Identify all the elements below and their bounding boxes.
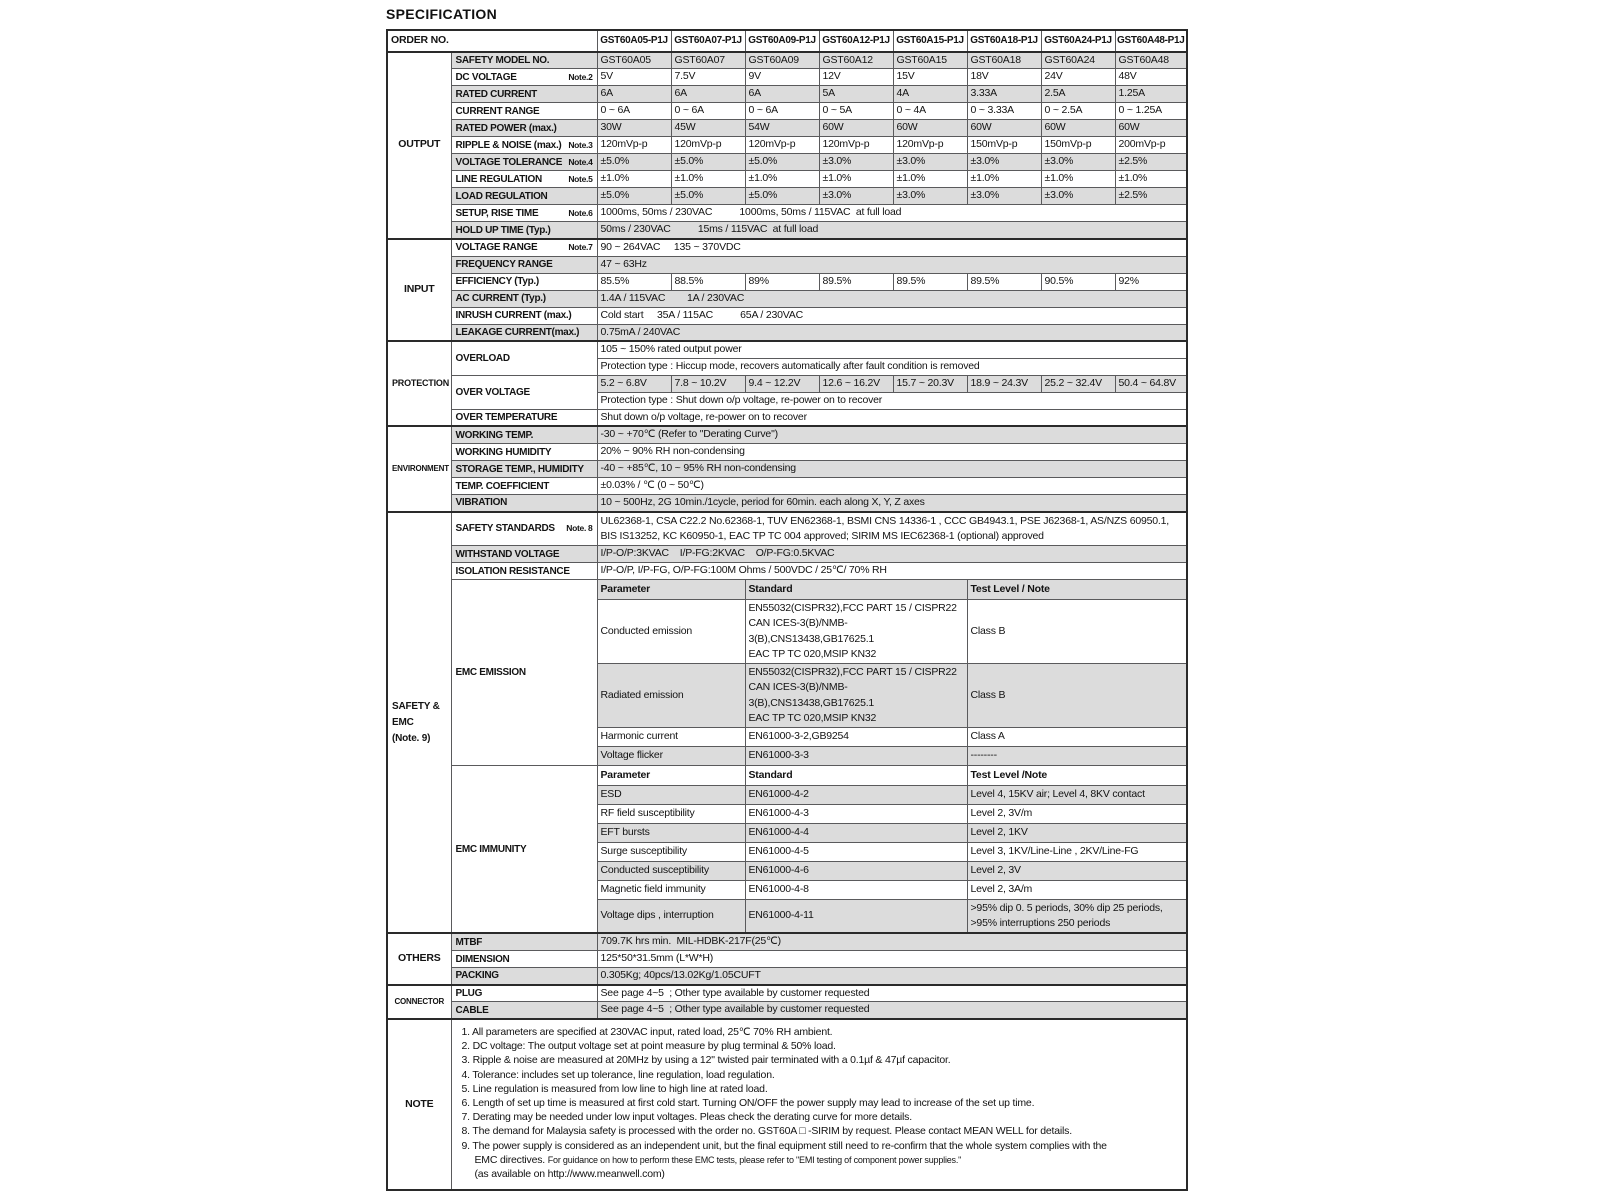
order-no-label: ORDER NO.	[387, 30, 597, 52]
spec-cell: Protection type : Shut down o/p voltage, re-power on to recover	[597, 392, 1187, 409]
spec-cell: EFT bursts	[597, 823, 745, 842]
row-label: WORKING HUMIDITY	[451, 444, 597, 461]
spec-cell: 25.2 ~ 32.4V	[1041, 375, 1115, 392]
model-header: GST60A48-P1J	[1115, 30, 1187, 52]
spec-cell: 18.9 ~ 24.3V	[967, 375, 1041, 392]
spec-cell: Class A	[967, 727, 1187, 746]
spec-cell: ±5.0%	[671, 154, 745, 171]
spec-cell: ESD	[597, 785, 745, 804]
group-connector: CONNECTOR	[387, 985, 451, 1019]
note-ref: Note.2	[568, 71, 593, 82]
row-note	[387, 1019, 1187, 1190]
spec-cell: ±1.0%	[1041, 171, 1115, 188]
spec-cell: Shut down o/p voltage, re-power on to recover	[597, 409, 1187, 426]
spec-cell: EN55032(CISPR32),FCC PART 15 / CISPR22 CAN ICES-3(B)/NMB-3(B),CNS13438,GB17625.1 EAC TP TC 020,MSIP KN32	[745, 600, 967, 664]
spec-cell: ±2.5%	[1115, 188, 1187, 205]
row-label: ISOLATION RESISTANCE	[451, 563, 597, 580]
spec-cell: 85.5%	[597, 273, 671, 290]
spec-cell: GST60A07	[671, 52, 745, 69]
spec-cell: 50ms / 230VAC 15ms / 115VAC at full load	[597, 222, 1187, 239]
row-label	[451, 69, 597, 86]
model-header: GST60A12-P1J	[819, 30, 893, 52]
group-safety-emc-line3: (Note. 9)	[392, 732, 431, 744]
spec-sheet	[386, 6, 1186, 1191]
spec-cell: 48V	[1115, 69, 1187, 86]
group-others: OTHERS	[387, 933, 451, 984]
group-input: INPUT	[387, 239, 451, 341]
spec-cell: 4A	[893, 86, 967, 103]
note-line: 3. Ripple & noise are measured at 20MHz by using a 12" twisted pair terminated with a 0.1µf & 47µf capacitor.	[461, 1054, 951, 1067]
spec-cell: GST60A09	[745, 52, 819, 69]
column-header-parameter: Parameter	[597, 765, 745, 785]
row-withstand-voltage	[387, 546, 1187, 563]
spec-cell: ±3.0%	[1041, 154, 1115, 171]
spec-cell: ±2.5%	[1115, 154, 1187, 171]
spec-cell: 0 ~ 5A	[819, 103, 893, 120]
spec-cell: 60W	[1041, 120, 1115, 137]
column-header-test-level: Test Level /Note	[967, 765, 1187, 785]
spec-cell: 120mVp-p	[671, 137, 745, 154]
row-label: INRUSH CURRENT (max.)	[451, 307, 597, 324]
spec-cell: Protection type : Hiccup mode, recovers automatically after fault condition is removed	[597, 358, 1187, 375]
row-safety-model-no	[387, 52, 1187, 69]
spec-cell: ±5.0%	[597, 154, 671, 171]
spec-cell: 60W	[967, 120, 1041, 137]
row-emission-header	[387, 580, 1187, 600]
spec-cell: 5V	[597, 69, 671, 86]
spec-cell: 9.4 ~ 12.2V	[745, 375, 819, 392]
spec-cell: Surge susceptibility	[597, 842, 745, 861]
note-line: 8. The demand for Malaysia safety is processed with the order no. GST60A □ -SIRIM by request. Please contact MEAN WELL for details.	[461, 1125, 1072, 1138]
note-ref: Note.7	[568, 242, 593, 253]
spec-cell: 200mVp-p	[1115, 137, 1187, 154]
row-frequency-range	[387, 256, 1187, 273]
column-header-standard: Standard	[745, 580, 967, 600]
spec-cell: 7.8 ~ 10.2V	[671, 375, 745, 392]
spec-cell: ±1.0%	[597, 171, 671, 188]
spec-cell: See page 4~5 ; Other type available by customer requested	[597, 1002, 1187, 1019]
note-line-small-text: For guidance on how to perform these EMC tests, please refer to "EMI testing of component power supplies."	[547, 1154, 962, 1165]
row-working-humidity	[387, 444, 1187, 461]
row-label: PLUG	[451, 985, 597, 1002]
model-header: GST60A24-P1J	[1041, 30, 1115, 52]
group-environment: ENVIRONMENT	[387, 426, 451, 511]
row-mtbf	[387, 933, 1187, 950]
row-label: RATED POWER (max.)	[451, 120, 597, 137]
row-label-text: LINE REGULATION	[455, 173, 542, 185]
spec-cell: Level 4, 15KV air; Level 4, 8KV contact	[967, 785, 1187, 804]
spec-cell: ±3.0%	[893, 154, 967, 171]
note-block	[451, 1019, 1187, 1190]
note-line: 1. All parameters are specified at 230VAC input, rated load, 25℃ 70% RH ambient.	[461, 1025, 833, 1038]
spec-cell: 12.6 ~ 16.2V	[819, 375, 893, 392]
spec-cell: 20% ~ 90% RH non-condensing	[597, 444, 1187, 461]
spec-cell: >95% dip 0. 5 periods, 30% dip 25 periods, >95% interruptions 250 periods	[967, 899, 1187, 933]
group-safety-emc	[387, 512, 451, 934]
page-title: SPECIFICATION	[386, 6, 497, 22]
spec-cell: 120mVp-p	[893, 137, 967, 154]
row-label: RATED CURRENT	[451, 86, 597, 103]
row-storage-temp	[387, 461, 1187, 478]
row-label: CURRENT RANGE	[451, 103, 597, 120]
row-label: OVER VOLTAGE	[451, 375, 597, 409]
row-label: LOAD REGULATION	[451, 188, 597, 205]
group-note: NOTE	[387, 1019, 451, 1190]
row-label: STORAGE TEMP., HUMIDITY	[451, 461, 597, 478]
row-label: CABLE	[451, 1002, 597, 1019]
row-label-text: SETUP, RISE TIME	[455, 207, 539, 219]
row-voltage-range	[387, 239, 1187, 256]
spec-cell: 5A	[819, 86, 893, 103]
row-label: DIMENSION	[451, 951, 597, 968]
note-line: 2. DC voltage: The output voltage set at point measure by plug terminal & 50% load.	[461, 1040, 836, 1053]
row-label: EFFICIENCY (Typ.)	[451, 273, 597, 290]
row-vibration	[387, 495, 1187, 512]
spec-cell: ±1.0%	[819, 171, 893, 188]
spec-cell: 120mVp-p	[597, 137, 671, 154]
spec-cell: 89%	[745, 273, 819, 290]
spec-cell: 60W	[1115, 120, 1187, 137]
spec-cell: 0 ~ 3.33A	[967, 103, 1041, 120]
group-output: OUTPUT	[387, 52, 451, 239]
row-temp-coefficient	[387, 478, 1187, 495]
note-link-line: (as available on http://www.meanwell.com)	[474, 1167, 665, 1180]
spec-cell: 6A	[597, 86, 671, 103]
spec-cell: 150mVp-p	[967, 137, 1041, 154]
spec-cell: ±1.0%	[967, 171, 1041, 188]
row-label: OVERLOAD	[451, 341, 597, 375]
row-label: TEMP. COEFFICIENT	[451, 478, 597, 495]
spec-cell: EN61000-4-6	[745, 861, 967, 880]
row-leakage-current	[387, 324, 1187, 341]
spec-cell: RF field susceptibility	[597, 804, 745, 823]
row-over-temperature	[387, 409, 1187, 426]
row-working-temp	[387, 426, 1187, 443]
spec-cell: 88.5%	[671, 273, 745, 290]
spec-cell: 45W	[671, 120, 745, 137]
row-label	[451, 205, 597, 222]
spec-cell: 1.4A / 115VAC 1A / 230VAC	[597, 290, 1187, 307]
row-label	[451, 171, 597, 188]
spec-cell: Level 2, 3A/m	[967, 880, 1187, 899]
row-label	[451, 239, 597, 256]
spec-cell: -40 ~ +85℃, 10 ~ 95% RH non-condensing	[597, 461, 1187, 478]
row-dc-voltage	[387, 69, 1187, 86]
spec-cell: 0 ~ 6A	[745, 103, 819, 120]
spec-cell: 0 ~ 4A	[893, 103, 967, 120]
row-label-text: VOLTAGE TOLERANCE	[455, 156, 563, 168]
note-line: 9. The power supply is considered as an independent unit, but the final equipment still need to re-confirm that the whole system complies with the	[461, 1139, 1107, 1152]
row-label: EMC EMISSION	[451, 580, 597, 766]
spec-cell: 7.5V	[671, 69, 745, 86]
spec-cell: ±3.0%	[1041, 188, 1115, 205]
spec-cell: GST60A48	[1115, 52, 1187, 69]
spec-cell: 0 ~ 1.25A	[1115, 103, 1187, 120]
spec-cell: -30 ~ +70℃ (Refer to "Derating Curve")	[597, 426, 1187, 443]
row-dimension	[387, 951, 1187, 968]
row-label	[451, 137, 597, 154]
spec-cell: 89.5%	[893, 273, 967, 290]
note-line-text: EMC directives.	[474, 1153, 546, 1166]
note-ref: Note.3	[568, 139, 593, 150]
row-overload-range	[387, 341, 1187, 358]
row-ripple-noise	[387, 137, 1187, 154]
row-label: PACKING	[451, 968, 597, 985]
row-label: OVER TEMPERATURE	[451, 409, 597, 426]
spec-cell: 709.7K hrs min. MIL-HDBK-217F(25℃)	[597, 933, 1187, 950]
spec-cell: 120mVp-p	[819, 137, 893, 154]
note-line: 5. Line regulation is measured from low line to high line at rated load.	[461, 1082, 768, 1095]
row-label	[451, 154, 597, 171]
row-packing	[387, 968, 1187, 985]
spec-cell: Class B	[967, 664, 1187, 728]
row-label: FREQUENCY RANGE	[451, 256, 597, 273]
row-current-range	[387, 103, 1187, 120]
row-label: EMC IMMUNITY	[451, 765, 597, 933]
spec-cell: EN61000-4-8	[745, 880, 967, 899]
model-header: GST60A18-P1J	[967, 30, 1041, 52]
spec-cell: 10 ~ 500Hz, 2G 10min./1cycle, period for 60min. each along X, Y, Z axes	[597, 495, 1187, 512]
spec-cell: 0.75mA / 240VAC	[597, 324, 1187, 341]
spec-cell: ±3.0%	[967, 154, 1041, 171]
row-label-text: RIPPLE & NOISE (max.)	[455, 139, 562, 151]
spec-cell: ±5.0%	[745, 154, 819, 171]
row-label-text: VOLTAGE RANGE	[455, 242, 538, 254]
note-line	[462, 1153, 1179, 1167]
spec-cell: 90.5%	[1041, 273, 1115, 290]
spec-cell: 30W	[597, 120, 671, 137]
spec-cell: 54W	[745, 120, 819, 137]
spec-cell: 60W	[819, 120, 893, 137]
spec-cell: ±1.0%	[1115, 171, 1187, 188]
row-label: MTBF	[451, 933, 597, 950]
note-line: 4. Tolerance: includes set up tolerance, line regulation, load regulation.	[461, 1068, 775, 1081]
model-header: GST60A15-P1J	[893, 30, 967, 52]
row-rated-current	[387, 86, 1187, 103]
row-rated-power	[387, 120, 1187, 137]
row-cable	[387, 1002, 1187, 1019]
spec-cell: ±5.0%	[745, 188, 819, 205]
note-line: 7. Derating may be needed under low input voltages. Pleas check the derating curve for more details.	[461, 1111, 912, 1124]
spec-cell: ±5.0%	[597, 188, 671, 205]
spec-cell: EN61000-4-4	[745, 823, 967, 842]
row-label: WORKING TEMP.	[451, 426, 597, 443]
spec-cell: Level 2, 3V	[967, 861, 1187, 880]
spec-cell: EN61000-4-3	[745, 804, 967, 823]
spec-cell: 47 ~ 63Hz	[597, 256, 1187, 273]
spec-cell: ±3.0%	[893, 188, 967, 205]
spec-cell: ±1.0%	[745, 171, 819, 188]
row-label-text: DC VOLTAGE	[455, 71, 517, 83]
spec-cell: Level 2, 1KV	[967, 823, 1187, 842]
spec-cell: EN61000-3-3	[745, 746, 967, 765]
spec-cell: ±1.0%	[671, 171, 745, 188]
spec-cell: 5.2 ~ 6.8V	[597, 375, 671, 392]
spec-cell: 18V	[967, 69, 1041, 86]
spec-cell: See page 4~5 ; Other type available by customer requested	[597, 985, 1187, 1002]
spec-cell: EN55032(CISPR32),FCC PART 15 / CISPR22 CAN ICES-3(B)/NMB-3(B),CNS13438,GB17625.1 EAC TP TC 020,MSIP KN32	[745, 664, 967, 728]
note-ref: Note.6	[568, 207, 593, 218]
note-line: 6. Length of set up time is measured at first cold start. Turning ON/OFF the power supply may lead to increase of the set up time.	[461, 1096, 1035, 1109]
spec-cell: GST60A05	[597, 52, 671, 69]
spec-cell: Level 3, 1KV/Line-Line , 2KV/Line-FG	[967, 842, 1187, 861]
spec-cell: ±3.0%	[967, 188, 1041, 205]
row-hold-up-time	[387, 222, 1187, 239]
spec-cell: 1000ms, 50ms / 230VAC 1000ms, 50ms / 115VAC at full load	[597, 205, 1187, 222]
row-ac-current	[387, 290, 1187, 307]
spec-cell: 6A	[671, 86, 745, 103]
spec-cell: 90 ~ 264VAC 135 ~ 370VDC	[597, 239, 1187, 256]
spec-cell: 3.33A	[967, 86, 1041, 103]
row-label: WITHSTAND VOLTAGE	[451, 546, 597, 563]
spec-cell: ±3.0%	[819, 154, 893, 171]
row-line-regulation	[387, 171, 1187, 188]
spec-cell: Cold start 35A / 115AC 65A / 230VAC	[597, 307, 1187, 324]
spec-table	[386, 29, 1188, 1191]
spec-cell: GST60A18	[967, 52, 1041, 69]
spec-cell: UL62368-1, CSA C22.2 No.62368-1, TUV EN62368-1, BSMI CNS 14336-1 , CCC GB4943.1, PSE J62368-1, AS/NZS 60950.1, BIS IS13252, KC K60950-1, EAC TP TC 004 approved; SIRIM MS IEC62368-1 (optional) approved	[597, 512, 1187, 546]
spec-cell: 1.25A	[1115, 86, 1187, 103]
row-efficiency	[387, 273, 1187, 290]
spec-cell: 15.7 ~ 20.3V	[893, 375, 967, 392]
spec-cell: 0.305Kg; 40pcs/13.02Kg/1.05CUFT	[597, 968, 1187, 985]
spec-cell: ±0.03% / ℃ (0 ~ 50℃)	[597, 478, 1187, 495]
note-ref: Note.4	[568, 156, 593, 167]
spec-cell: 0 ~ 2.5A	[1041, 103, 1115, 120]
spec-cell: Harmonic current	[597, 727, 745, 746]
row-label: SAFETY MODEL NO.	[451, 52, 597, 69]
model-header: GST60A09-P1J	[745, 30, 819, 52]
model-header: GST60A05-P1J	[597, 30, 671, 52]
spec-cell: 24V	[1041, 69, 1115, 86]
group-protection: PROTECTION	[387, 341, 451, 426]
spec-cell: 6A	[745, 86, 819, 103]
spec-cell: 50.4 ~ 64.8V	[1115, 375, 1187, 392]
spec-cell: 120mVp-p	[745, 137, 819, 154]
row-setup-rise-time	[387, 205, 1187, 222]
spec-cell: Class B	[967, 600, 1187, 664]
row-immunity-header	[387, 765, 1187, 785]
order-no-row	[387, 30, 1187, 52]
row-plug	[387, 985, 1187, 1002]
spec-cell: I/P-O/P:3KVAC I/P-FG:2KVAC O/P-FG:0.5KVAC	[597, 546, 1187, 563]
spec-cell: 12V	[819, 69, 893, 86]
spec-cell: ±1.0%	[893, 171, 967, 188]
spec-cell: Voltage flicker	[597, 746, 745, 765]
group-safety-emc-line2: EMC	[392, 716, 414, 728]
column-header-parameter: Parameter	[597, 580, 745, 600]
spec-cell: Conducted susceptibility	[597, 861, 745, 880]
spec-cell: 92%	[1115, 273, 1187, 290]
spec-cell: ±3.0%	[819, 188, 893, 205]
model-header: GST60A07-P1J	[671, 30, 745, 52]
spec-cell: 60W	[893, 120, 967, 137]
spec-cell: 89.5%	[819, 273, 893, 290]
spec-cell: 9V	[745, 69, 819, 86]
row-label-text: SAFETY STANDARDS	[455, 523, 555, 535]
spec-cell: --------	[967, 746, 1187, 765]
spec-cell: Level 2, 3V/m	[967, 804, 1187, 823]
row-voltage-tolerance	[387, 154, 1187, 171]
spec-cell: 0 ~ 6A	[671, 103, 745, 120]
spec-cell: 125*50*31.5mm (L*W*H)	[597, 951, 1187, 968]
row-load-regulation	[387, 188, 1187, 205]
spec-cell: EN61000-4-2	[745, 785, 967, 804]
spec-cell: ±5.0%	[671, 188, 745, 205]
spec-cell: 2.5A	[1041, 86, 1115, 103]
spec-cell: Radiated emission	[597, 664, 745, 728]
row-label: HOLD UP TIME (Typ.)	[451, 222, 597, 239]
row-label	[451, 512, 597, 546]
row-label: LEAKAGE CURRENT(max.)	[451, 324, 597, 341]
spec-cell: Conducted emission	[597, 600, 745, 664]
spec-cell: 0 ~ 6A	[597, 103, 671, 120]
spec-cell: 105 ~ 150% rated output power	[597, 341, 1187, 358]
spec-cell: GST60A12	[819, 52, 893, 69]
spec-cell: 15V	[893, 69, 967, 86]
column-header-test-level: Test Level / Note	[967, 580, 1187, 600]
note-ref: Note.5	[568, 173, 593, 184]
row-isolation-resistance	[387, 563, 1187, 580]
spec-cell: Magnetic field immunity	[597, 880, 745, 899]
row-over-voltage-values	[387, 375, 1187, 392]
spec-cell: EN61000-4-11	[745, 899, 967, 933]
group-safety-emc-line1: SAFETY &	[392, 700, 440, 712]
spec-cell: EN61000-4-5	[745, 842, 967, 861]
row-label: AC CURRENT (Typ.)	[451, 290, 597, 307]
spec-cell: 150mVp-p	[1041, 137, 1115, 154]
spec-cell: EN61000-3-2,GB9254	[745, 727, 967, 746]
spec-cell: I/P-O/P, I/P-FG, O/P-FG:100M Ohms / 500VDC / 25℃/ 70% RH	[597, 563, 1187, 580]
column-header-standard: Standard	[745, 765, 967, 785]
row-label: VIBRATION	[451, 495, 597, 512]
row-inrush-current	[387, 307, 1187, 324]
spec-cell: GST60A24	[1041, 52, 1115, 69]
spec-cell: 89.5%	[967, 273, 1041, 290]
spec-cell: Voltage dips , interruption	[597, 899, 745, 933]
row-safety-standards	[387, 512, 1187, 546]
spec-cell: GST60A15	[893, 52, 967, 69]
note-ref: Note. 8	[566, 523, 593, 534]
